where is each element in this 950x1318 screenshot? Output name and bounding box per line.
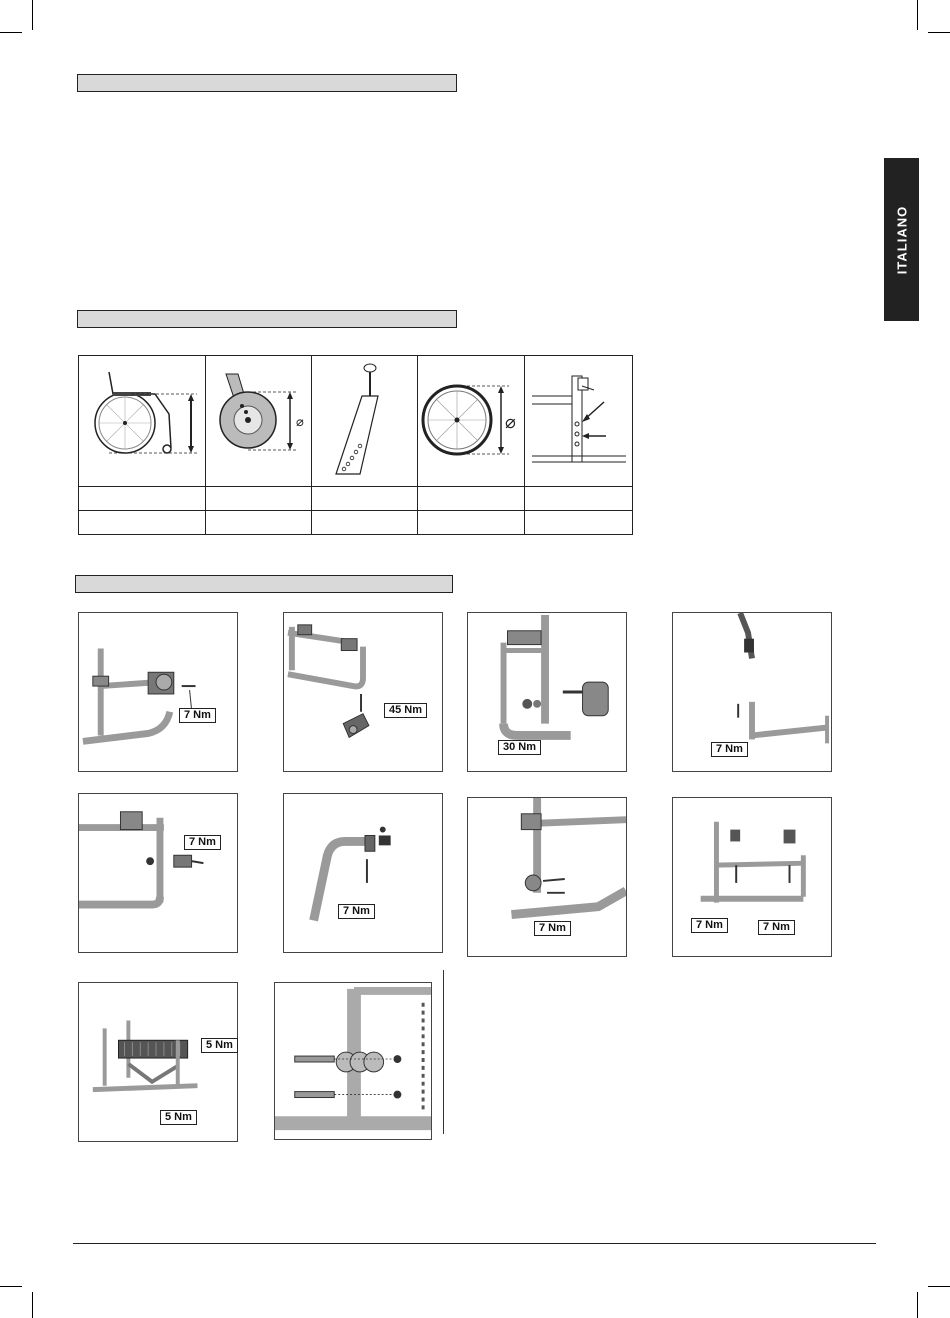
language-tab[interactable] — [884, 158, 919, 321]
section-header-bar-3 — [75, 575, 453, 593]
figure-divider-line — [443, 970, 444, 1134]
caster-diameter-diagram — [205, 356, 311, 487]
crop-mark — [928, 32, 950, 33]
section-header-bar-1 — [77, 74, 457, 92]
torque-label: 30 Nm — [498, 740, 541, 755]
crop-mark — [917, 0, 918, 30]
crop-mark — [928, 1286, 950, 1287]
torque-label: 7 Nm — [758, 920, 795, 935]
spec-table-row — [79, 511, 633, 535]
assembly-figure-4 — [672, 612, 832, 772]
assembly-figure-8 — [672, 797, 832, 957]
assembly-figure-5 — [78, 793, 238, 953]
language-tab-label: ITALIANO — [894, 205, 909, 274]
torque-label: 7 Nm — [711, 742, 748, 757]
torque-label: 7 Nm — [338, 904, 375, 919]
torque-label: 7 Nm — [179, 708, 216, 723]
assembly-figure-10 — [274, 982, 432, 1140]
torque-label: 7 Nm — [534, 921, 571, 936]
assembly-figure-6 — [283, 793, 443, 953]
torque-label: 5 Nm — [201, 1038, 238, 1053]
spec-table-image-row — [79, 356, 633, 487]
rear-wheel-diameter-diagram — [418, 356, 525, 487]
section-header-bar-2 — [77, 310, 457, 328]
wheelchair-height-diagram — [79, 356, 206, 487]
torque-label: 7 Nm — [184, 835, 221, 850]
assembly-figure-2 — [283, 612, 443, 772]
caster-fork-diagram — [311, 356, 418, 487]
spec-table — [78, 355, 633, 535]
crop-mark — [0, 32, 22, 33]
crop-mark — [917, 1292, 918, 1318]
spec-table-row — [79, 487, 633, 511]
footer-rule — [73, 1243, 876, 1244]
diameter-symbol: ⌀ — [504, 412, 516, 433]
torque-label: 45 Nm — [384, 703, 427, 718]
frame-holes-diagram — [525, 356, 633, 487]
torque-label: 5 Nm — [160, 1110, 197, 1125]
torque-label: 7 Nm — [691, 918, 728, 933]
crop-mark — [32, 1292, 33, 1318]
diameter-symbol: ⌀ — [296, 415, 305, 430]
assembly-figure-1 — [78, 612, 238, 772]
assembly-figure-3 — [467, 612, 627, 772]
assembly-figure-9 — [78, 982, 238, 1142]
crop-mark — [0, 1286, 22, 1287]
crop-mark — [32, 0, 33, 30]
